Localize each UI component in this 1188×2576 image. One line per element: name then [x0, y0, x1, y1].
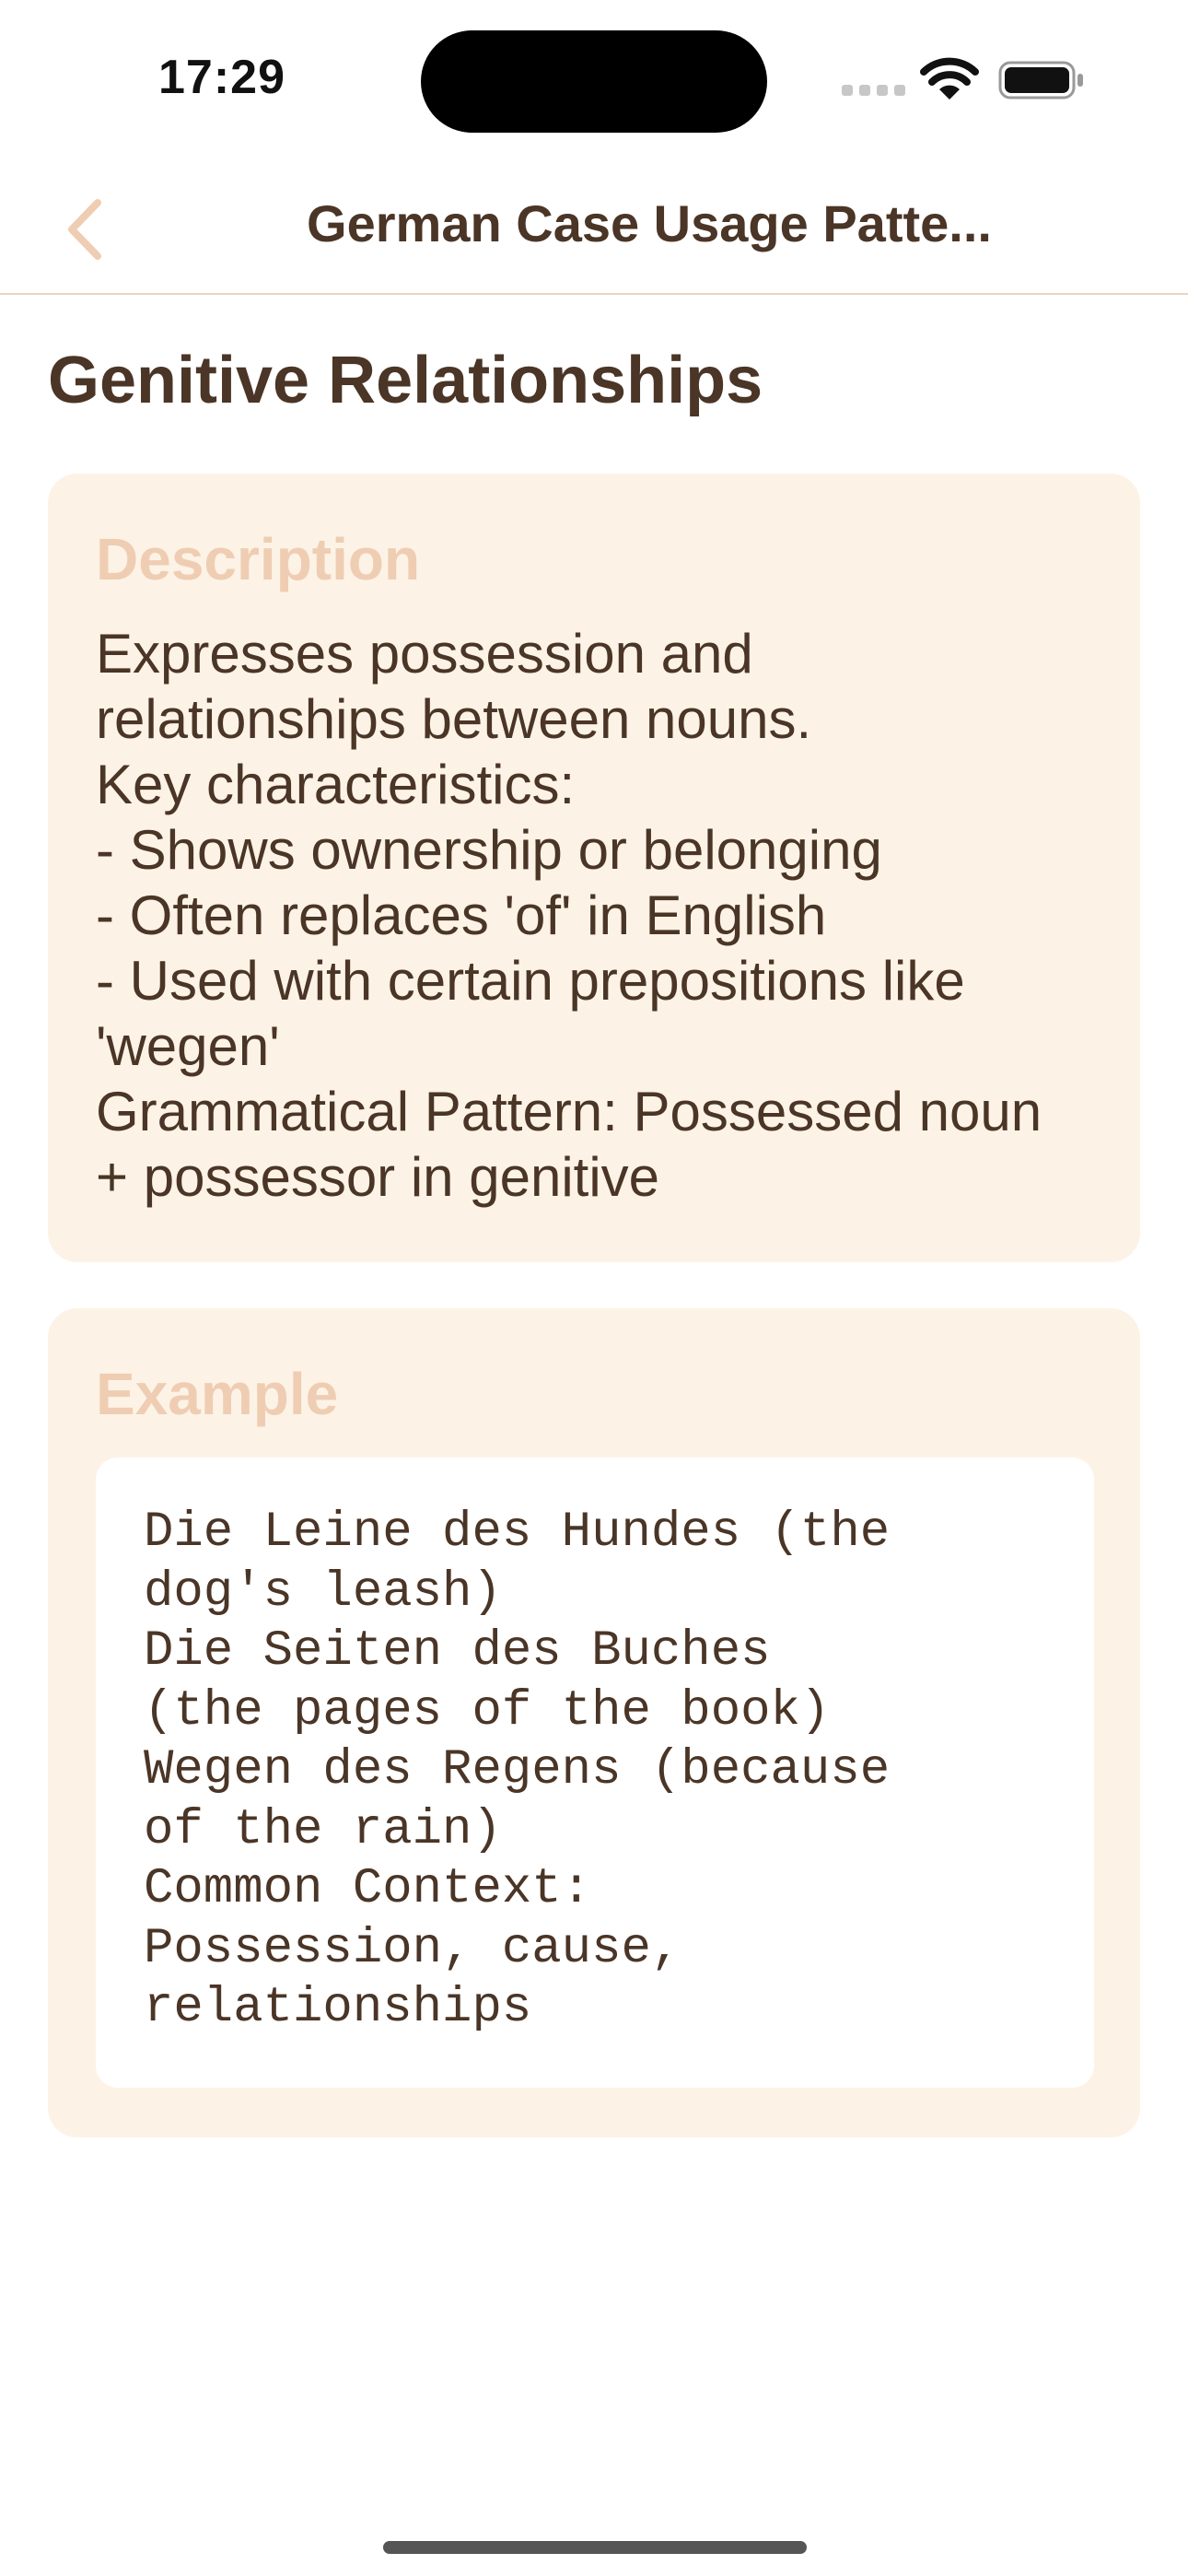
nav-title: German Case Usage Patte...	[307, 194, 992, 252]
home-indicator[interactable]	[383, 2541, 807, 2554]
description-card	[48, 474, 1140, 1262]
battery-icon	[998, 61, 1085, 100]
description-text: Expresses possession and relationships between nouns. Key characteristics: - Shows ownership or belonging - Often replaces 'of' in English - Used with certain prepositions like 'wegen' Grammatical Pattern: Possessed noun + possessor in genitive	[96, 623, 1042, 1208]
description-heading: Description	[96, 526, 421, 592]
example-text: Die Leine des Hundes (the dog's leash) Die Seiten des Buches (the pages of the book) Wegen des Regens (because of the rain) Common Context: Possession, cause, relationships	[144, 1505, 891, 2036]
chevron-left-icon	[72, 203, 98, 256]
example-code-block	[96, 1458, 1094, 2088]
example-card	[48, 1308, 1140, 2137]
status-time: 17:29	[158, 51, 285, 104]
navigation-bar	[0, 157, 1188, 295]
cellular-signal-icon	[842, 85, 906, 100]
dynamic-island	[421, 30, 767, 133]
example-heading: Example	[96, 1361, 339, 1427]
wifi-icon	[919, 57, 980, 103]
back-button[interactable]	[59, 195, 114, 263]
page-title: Genitive Relationships	[48, 344, 763, 417]
status-bar	[0, 0, 1188, 157]
